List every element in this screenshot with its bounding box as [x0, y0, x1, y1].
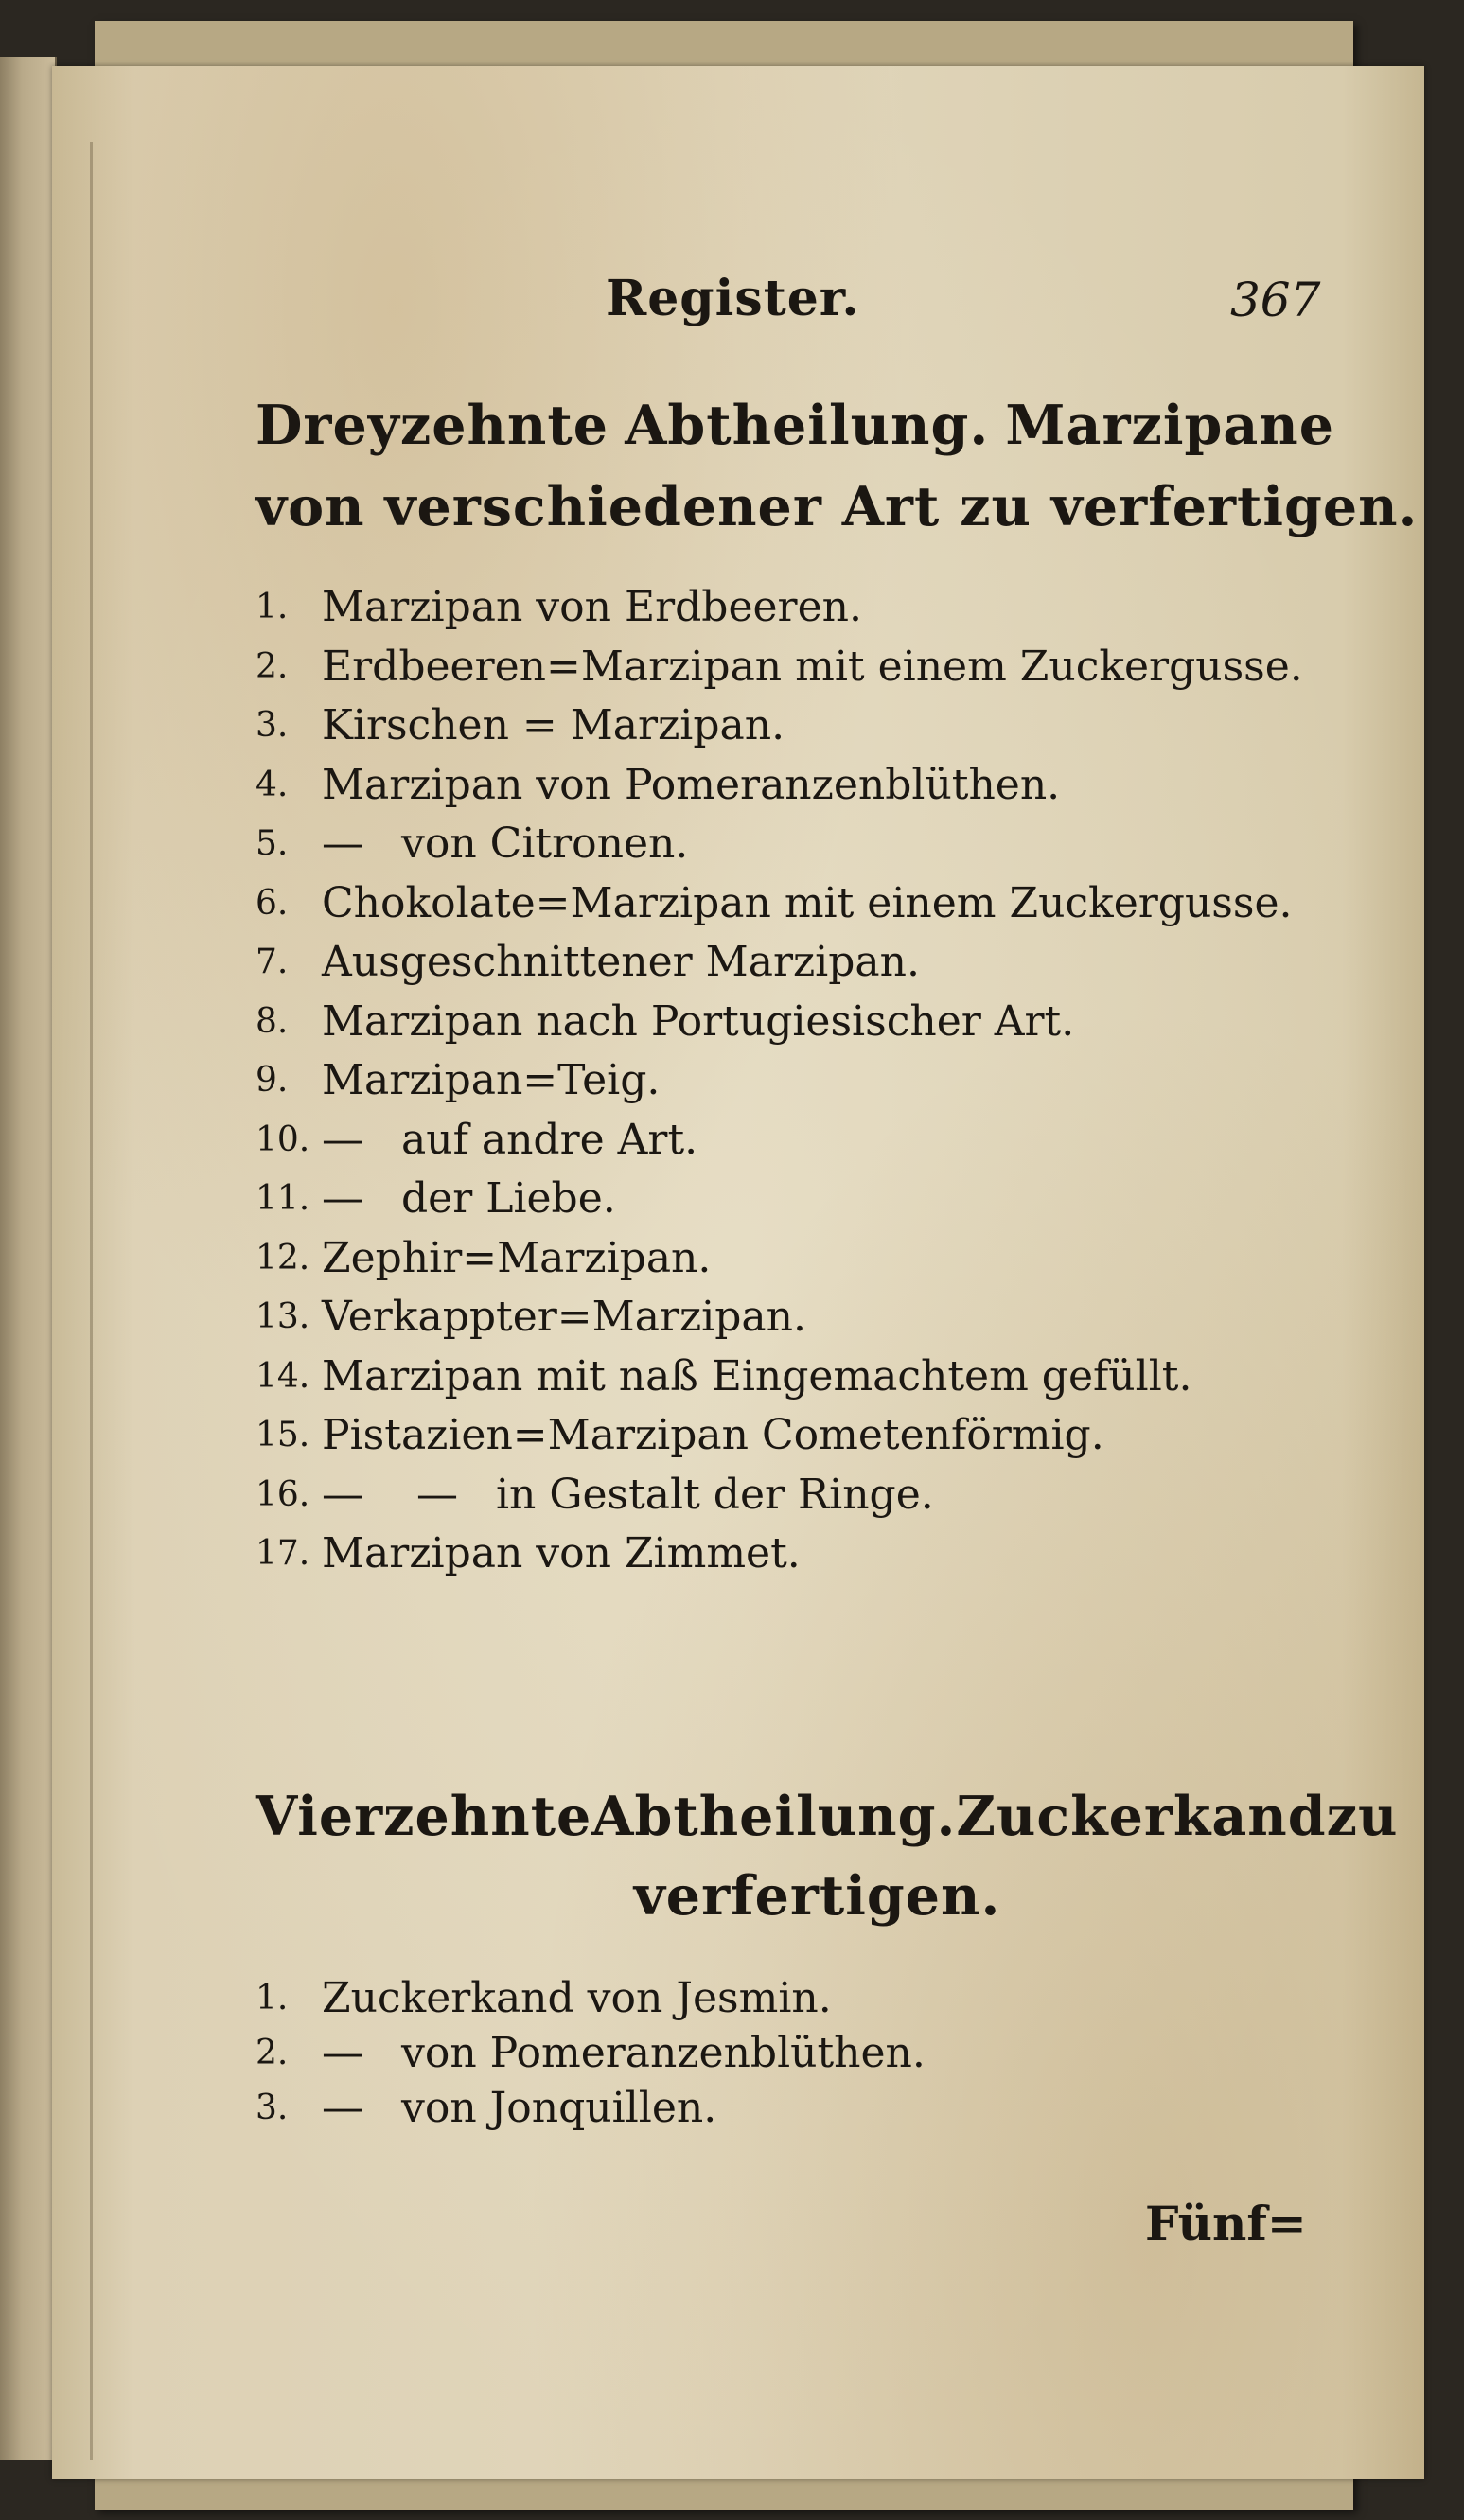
entry-title: Zuckerkand von Jesmin.: [322, 1974, 832, 2022]
entry-number: 5.: [256, 824, 289, 863]
heading-word: Zuckerkand: [956, 1785, 1327, 1848]
ditto-dash: —: [322, 1115, 363, 1164]
section-14-heading-line-1: [256, 1777, 1399, 1857]
register-entry: [256, 1407, 1104, 1464]
entry-title: von Jonquillen.: [401, 2084, 717, 2132]
entry-number: 16.: [256, 1474, 310, 1514]
heading-word: Abtheilung.: [591, 1785, 957, 1848]
entry-title: Marzipan von Pomeranzenblüthen.: [322, 760, 1061, 809]
entry-number: 6.: [256, 883, 289, 923]
entry-number: 2.: [256, 646, 289, 686]
register-entry: [256, 2025, 926, 2082]
register-entry: [256, 1525, 801, 1582]
entry-number: 1.: [256, 1979, 289, 2018]
register-entry: [256, 2080, 716, 2137]
entry-title: Verkappter=Marzipan.: [322, 1293, 806, 1341]
register-entry: [256, 1289, 806, 1346]
entry-title: von Pomeranzenblüthen.: [401, 2029, 926, 2077]
register-entry: [256, 934, 920, 991]
entry-number: 15.: [256, 1416, 310, 1454]
entry-number: 3.: [256, 706, 289, 745]
register-entry: [256, 1052, 660, 1109]
entry-title: Erdbeeren=Marzipan mit einem Zuckergusse.: [322, 642, 1303, 691]
register-entry: [256, 1171, 616, 1227]
entry-title: auf andre Art.: [401, 1115, 698, 1164]
entry-title: Marzipan nach Portugiesischer Art.: [322, 996, 1075, 1046]
entry-number: 3.: [256, 2088, 289, 2127]
ditto-dash: —: [322, 2029, 363, 2077]
entry-number: 14.: [256, 1356, 310, 1396]
section-13-heading-line-2: von verschiedener Art zu verfertigen.: [256, 475, 1419, 538]
entry-number: 7.: [256, 943, 289, 981]
register-entry: [256, 697, 785, 754]
entry-number: 10.: [256, 1119, 310, 1159]
entry-title: Kirschen = Marzipan.: [322, 701, 785, 749]
register-entry: [256, 816, 688, 872]
register-entry: [256, 994, 1074, 1050]
running-head: Register.: [606, 270, 860, 327]
section-13-heading-line-1: [256, 386, 1334, 466]
page-number: 367: [1230, 273, 1321, 327]
ditto-dash: —: [322, 1174, 363, 1223]
heading-word: Dreyzehnte: [256, 394, 609, 457]
entry-number: 2.: [256, 2034, 289, 2072]
heading-word: Vierzehnte: [256, 1785, 592, 1848]
entry-number: 8.: [256, 1001, 289, 1041]
entry-number: 1.: [256, 588, 289, 626]
previous-page-edge: [0, 57, 57, 2460]
entry-title: der Liebe.: [401, 1174, 616, 1223]
entry-title: Marzipan von Erdbeeren.: [322, 583, 862, 631]
entry-title: Marzipan mit naß Eingemachtem gefüllt.: [322, 1351, 1192, 1401]
entry-number: 13.: [256, 1297, 310, 1336]
catchword: Fünf=: [1145, 2195, 1307, 2251]
entry-number: 4.: [256, 765, 289, 804]
entry-title: Marzipan=Teig.: [322, 1056, 661, 1104]
register-entry: [256, 1467, 934, 1524]
entry-title: von Citronen.: [401, 819, 689, 868]
heading-word: zu: [1326, 1785, 1399, 1848]
entry-title: Pistazien=Marzipan Cometenförmig.: [322, 1411, 1104, 1459]
register-entry: [256, 1112, 697, 1169]
entry-number: 9.: [256, 1061, 289, 1100]
entry-title: Marzipan von Zimmet.: [322, 1529, 801, 1577]
entry-title: in Gestalt der Ringe.: [495, 1470, 934, 1519]
ditto-dash: —: [322, 2084, 363, 2132]
entry-title: Ausgeschnittener Marzipan.: [322, 938, 920, 986]
section-14-heading-line-2: verfertigen.: [633, 1864, 1001, 1928]
register-entry: [256, 639, 1303, 696]
entry-title: Zephir=Marzipan.: [322, 1233, 712, 1282]
ditto-dash: — —: [322, 1470, 458, 1519]
register-entry: [256, 875, 1292, 932]
ditto-dash: —: [322, 819, 363, 868]
entry-number: 11.: [256, 1179, 310, 1218]
entry-number: 17.: [256, 1534, 310, 1573]
register-entry: [256, 1970, 832, 2027]
entry-title: Chokolate=Marzipan mit einem Zuckergusse.: [322, 878, 1293, 927]
register-entry: [256, 579, 862, 636]
register-entry: [256, 1230, 711, 1287]
heading-word: Abtheilung.: [625, 394, 990, 457]
heading-word: Marzipane: [1005, 394, 1334, 457]
register-entry: [256, 757, 1060, 814]
register-entry: [256, 1348, 1191, 1405]
binding-crease: [90, 142, 93, 2460]
entry-number: 12.: [256, 1238, 310, 1278]
